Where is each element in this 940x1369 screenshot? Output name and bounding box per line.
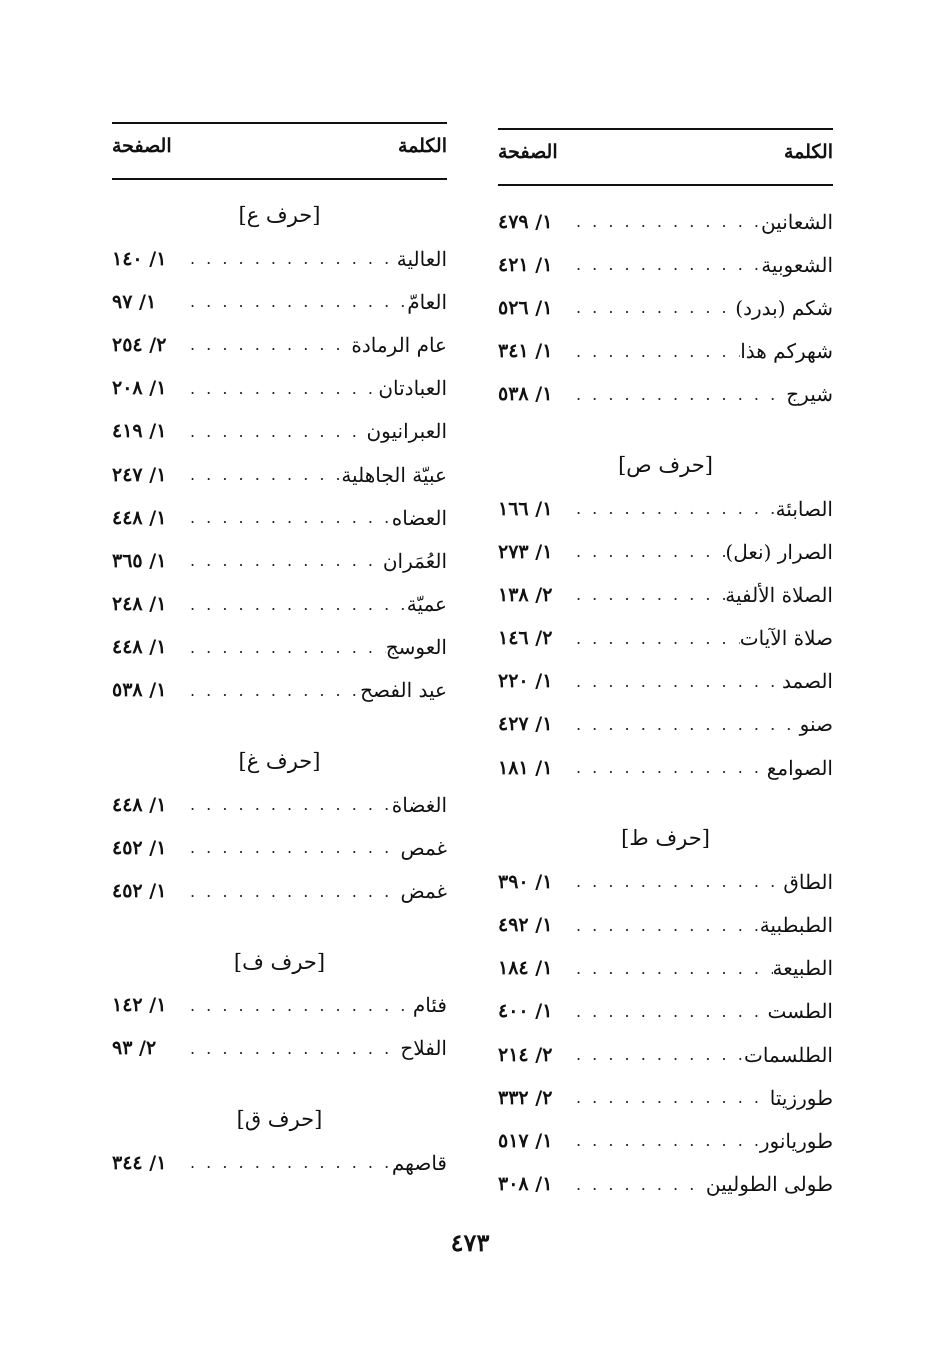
index-entry xyxy=(498,703,833,746)
dot-leader xyxy=(568,1002,767,1021)
entry-page-ref: ١/ ٢٢٠ xyxy=(498,670,553,693)
entries-group xyxy=(112,984,447,1070)
index-entry xyxy=(112,367,447,410)
dot-leader xyxy=(568,298,735,317)
entry-page-ref: ١/ ٥٢٦ xyxy=(498,296,553,319)
dot-leader xyxy=(182,379,378,398)
index-entry xyxy=(112,669,447,712)
top-rule xyxy=(498,128,833,130)
entry-page-ref: ١/ ٤٩٢ xyxy=(498,914,553,937)
entry-page-ref: ١/ ٣٤١ xyxy=(498,340,553,363)
entry-word: الفلاح xyxy=(400,1036,447,1061)
entry-word: الطلسمات xyxy=(743,1042,833,1067)
entry-word: الشعوبية xyxy=(761,252,833,277)
entry-word: الصوامع xyxy=(766,755,833,780)
entry-word: الصابئة xyxy=(775,496,833,521)
dot-leader xyxy=(568,385,786,404)
entry-word: الطبطبية xyxy=(759,913,833,938)
entry-page-ref: ١/ ٤٤٨ xyxy=(112,506,167,529)
page-column-label: الصفحة xyxy=(498,141,558,163)
entry-word: العبرانيون xyxy=(366,419,447,444)
entry-word: الصمد xyxy=(781,669,833,694)
dot-leader xyxy=(182,595,407,614)
dot-leader xyxy=(182,882,400,901)
entry-page-ref: ١/ ٣٠٨ xyxy=(498,1173,553,1196)
dot-leader xyxy=(568,715,800,734)
dot-leader xyxy=(182,551,383,570)
index-entry xyxy=(498,903,833,946)
entry-page-ref: ٢/ ٩٣ xyxy=(112,1037,157,1060)
dot-leader xyxy=(182,335,351,354)
dot-leader xyxy=(568,672,782,691)
index-entry xyxy=(112,453,447,496)
dot-leader xyxy=(182,838,400,857)
entry-page-ref: ١/ ٤٥٢ xyxy=(112,880,167,903)
dot-leader xyxy=(182,638,386,657)
entry-page-ref: ١/ ٤٤٨ xyxy=(112,793,167,816)
index-entry xyxy=(112,783,447,826)
entry-page-ref: ١/ ٣٤٤ xyxy=(112,1151,167,1174)
dot-leader xyxy=(182,795,392,814)
index-entry xyxy=(112,583,447,626)
index-entry xyxy=(498,617,833,660)
entry-page-ref: ١/ ٥١٧ xyxy=(498,1129,553,1152)
dot-leader xyxy=(568,1131,760,1150)
entry-word: طورزيتا xyxy=(769,1085,833,1110)
entry-page-ref: ٢/ ٣٣٢ xyxy=(498,1086,553,1109)
dot-leader xyxy=(568,255,761,274)
index-entry xyxy=(498,243,833,286)
entry-page-ref: ١/ ٤٥٢ xyxy=(112,836,167,859)
dot-leader xyxy=(568,959,773,978)
index-entry xyxy=(498,373,833,416)
dot-leader xyxy=(182,249,397,268)
dot-leader xyxy=(182,1039,400,1058)
index-entry xyxy=(112,323,447,366)
dot-leader xyxy=(568,629,740,648)
entry-word: صنو xyxy=(799,712,833,737)
entry-word: عبيّة الجاهلية xyxy=(341,462,447,487)
entry-page-ref: ١/ ٤٤٨ xyxy=(112,636,167,659)
entry-page-ref: ١/ ٢٤٧ xyxy=(112,463,167,486)
entry-page-ref: ٢/ ١٣٨ xyxy=(498,583,553,606)
entry-page-ref: ١/ ٤٢١ xyxy=(498,253,553,276)
dot-leader xyxy=(568,1175,706,1194)
entry-page-ref: ١/ ٢٤٨ xyxy=(112,593,167,616)
index-entry xyxy=(498,746,833,789)
index-entry xyxy=(498,487,833,530)
entry-page-ref: ١/ ١٤٢ xyxy=(112,994,167,1017)
entry-word: العُمَران xyxy=(382,548,447,573)
entry-page-ref: ١/ ٤٧٩ xyxy=(498,210,553,233)
word-column-label: الكلمة xyxy=(397,135,447,157)
index-entry xyxy=(498,1033,833,1076)
section-title: [حرف ط] xyxy=(621,826,710,851)
entry-word: الطبيعة xyxy=(772,956,833,981)
dot-leader xyxy=(568,212,761,231)
word-column-label: الكلمة xyxy=(783,141,833,163)
index-entry xyxy=(498,1076,833,1119)
entry-word: صلاة الآيات xyxy=(739,626,833,651)
entry-page-ref: ١/ ١٨١ xyxy=(498,756,553,779)
top-rule xyxy=(112,122,447,124)
entries-group xyxy=(498,487,833,789)
section-title: [حرف ق] xyxy=(236,1107,323,1131)
entry-page-ref: ١/ ١٦٦ xyxy=(498,497,553,520)
section-title: [حرف غ] xyxy=(238,749,321,774)
entry-page-ref: ١/ ١٤٠ xyxy=(112,247,167,270)
dot-leader xyxy=(182,422,366,441)
index-entry xyxy=(112,410,447,453)
dot-leader xyxy=(182,1153,392,1172)
index-entry xyxy=(498,530,833,573)
page-column-label: الصفحة xyxy=(112,135,172,157)
column-header xyxy=(112,132,447,160)
entry-page-ref: ٢/ ١٤٦ xyxy=(498,627,553,650)
entry-page-ref: ١/ ٣٩٠ xyxy=(498,870,553,893)
dot-leader xyxy=(182,508,392,527)
entry-page-ref: ١/ ٤٠٠ xyxy=(498,1000,553,1023)
entry-page-ref: ١/ ١٨٤ xyxy=(498,957,553,980)
entry-word: العوسج xyxy=(385,635,447,660)
index-entry xyxy=(498,200,833,243)
index-entry xyxy=(498,573,833,616)
index-entry xyxy=(498,860,833,903)
entry-word: الشعانين xyxy=(760,209,833,234)
index-entry xyxy=(112,869,447,912)
index-entry xyxy=(112,496,447,539)
dot-leader xyxy=(568,916,760,935)
index-entry xyxy=(112,280,447,323)
entries-group xyxy=(498,860,833,1206)
dot-leader xyxy=(568,1045,744,1064)
dot-leader xyxy=(568,499,776,518)
section-title: [حرف ص] xyxy=(618,452,713,477)
index-entry xyxy=(112,826,447,869)
index-entry xyxy=(112,539,447,582)
dot-leader xyxy=(182,996,413,1015)
entry-word: شهركم هذا xyxy=(740,339,833,364)
entry-page-ref: ١/ ٩٧ xyxy=(112,290,157,313)
entry-page-ref: ١/ ٥٣٨ xyxy=(112,679,167,702)
index-entry xyxy=(498,947,833,990)
section-title: [حرف ف] xyxy=(233,949,326,974)
index-entry xyxy=(498,660,833,703)
entry-page-ref: ١/ ٥٣٨ xyxy=(498,383,553,406)
section-title: [حرف ع] xyxy=(238,203,321,227)
dot-leader xyxy=(568,585,725,604)
entry-word: قاصهم xyxy=(391,1150,447,1175)
entry-word: الطاق xyxy=(783,869,833,894)
entry-page-ref: ٢/ ٢٥٤ xyxy=(112,333,167,356)
entry-page-ref: ١/ ٤١٩ xyxy=(112,420,167,443)
entry-word: فئام xyxy=(412,993,447,1018)
index-entry xyxy=(498,990,833,1033)
entry-word: الصرار (نعل) xyxy=(725,539,833,564)
entry-word: طولى الطوليين xyxy=(705,1172,833,1197)
index-column-left xyxy=(112,122,447,1184)
entry-page-ref: ١/ ٢٧٣ xyxy=(498,540,553,563)
entry-word: شيرج xyxy=(786,382,833,407)
page-number: ٤٧٣ xyxy=(450,1228,490,1257)
dot-leader xyxy=(568,1088,770,1107)
entry-word: الغضاة xyxy=(391,792,447,817)
dot-leader xyxy=(568,872,783,891)
index-entry xyxy=(112,626,447,669)
dot-leader xyxy=(182,681,360,700)
entry-word: العامّ xyxy=(407,289,447,314)
dot-leader xyxy=(568,542,725,561)
entry-word: العالية xyxy=(396,246,447,271)
dot-leader xyxy=(182,292,407,311)
entry-word: عام الرمادة xyxy=(351,332,447,357)
entry-word: العبادتان xyxy=(378,376,447,401)
index-entry xyxy=(112,1141,447,1184)
index-entry xyxy=(498,286,833,329)
index-column-right xyxy=(498,122,833,1206)
index-entry xyxy=(112,1027,447,1070)
index-entry xyxy=(112,984,447,1027)
entries-group xyxy=(112,1141,447,1184)
dot-leader xyxy=(182,465,341,484)
entry-word: غمض xyxy=(400,879,447,904)
entries-group xyxy=(112,783,447,913)
entry-page-ref: ١/ ٣٦٥ xyxy=(112,549,167,572)
entries-group xyxy=(112,237,447,712)
index-entry xyxy=(498,1119,833,1162)
dot-leader xyxy=(568,758,767,777)
index-entry xyxy=(498,1163,833,1206)
entry-page-ref: ١/ ٢٠٨ xyxy=(112,377,167,400)
entry-page-ref: ١/ ٤٢٧ xyxy=(498,713,553,736)
index-entry xyxy=(498,330,833,373)
entry-word: الصلاة الألفية xyxy=(725,582,833,607)
entry-word: طوريانور xyxy=(759,1128,833,1153)
entry-word: العضاه xyxy=(391,505,447,530)
index-entry xyxy=(112,237,447,280)
column-header xyxy=(498,138,833,166)
entry-page-ref: ٢/ ٢١٤ xyxy=(498,1043,553,1066)
entry-word: الطست xyxy=(767,999,833,1024)
entries-group xyxy=(498,200,833,416)
entry-word: عميّة xyxy=(406,592,447,617)
entry-word: عيد الفصح xyxy=(360,678,447,703)
entry-word: شكم (بدرد) xyxy=(735,295,833,320)
dot-leader xyxy=(568,342,740,361)
entry-word: غمص xyxy=(400,835,447,860)
